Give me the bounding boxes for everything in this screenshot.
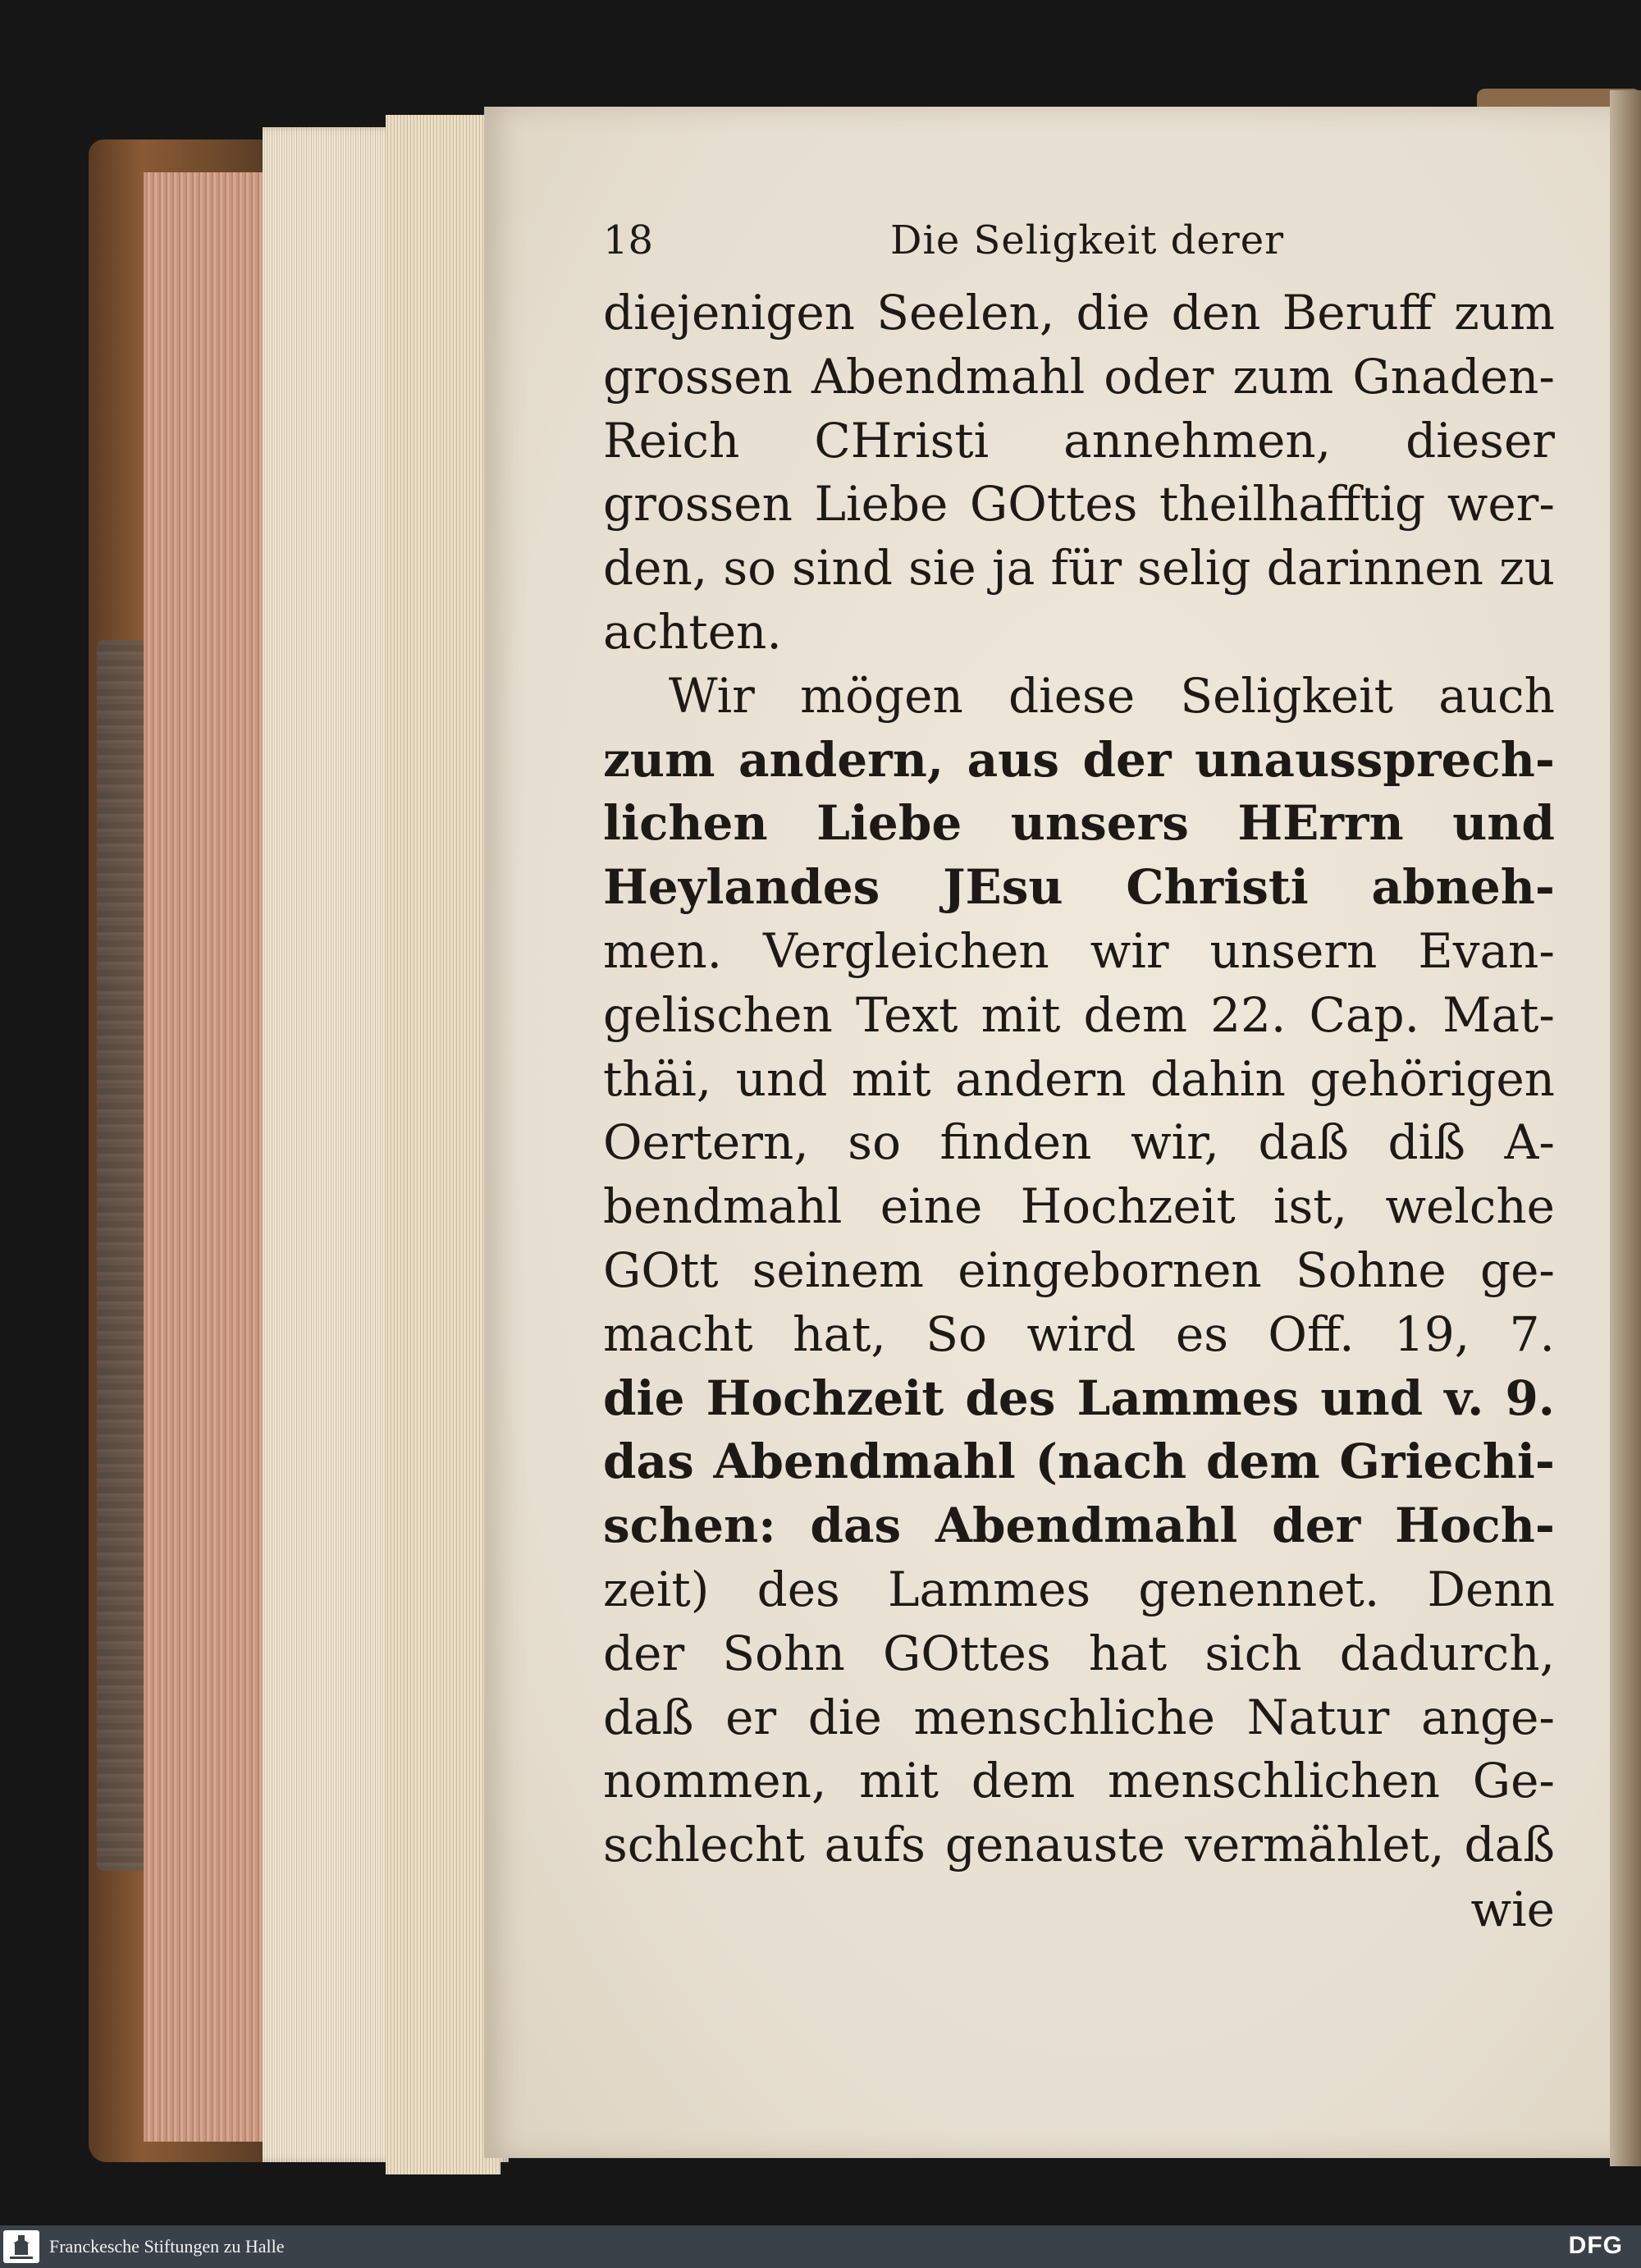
body-line: grossen Liebe GOttes theilhafftig wer- <box>603 476 1555 533</box>
body-line: nommen, mit dem menschlichen Ge- <box>603 1753 1555 1809</box>
body-line: zeit) des Lammes genennet. Denn <box>603 1561 1555 1617</box>
body-line: gelischen Text mit dem 22. Cap. Mat- <box>603 986 1555 1043</box>
foundation-logo-icon <box>3 2230 39 2263</box>
body-line: das Abendmahl (nach dem Griechi- <box>603 1434 1555 1490</box>
body-line: bendmahl eine Hochzeit ist, welche <box>603 1178 1555 1235</box>
body-line: zum andern, aus der unaussprech- <box>603 731 1555 788</box>
body-line: den, so sind sie ja für selig darinnen zu <box>603 540 1555 597</box>
body-line: grossen Abendmahl oder zum Gnaden- <box>603 348 1555 405</box>
page-block-edges-inner <box>386 115 501 2174</box>
body-line: schen: das Abendmahl der Hoch- <box>603 1498 1555 1554</box>
cover-marbling <box>97 640 146 1871</box>
body-line: Heylandes JEsu Christi abneh- <box>603 859 1555 916</box>
body-line: macht hat, So wird es Off. 19, 7. <box>603 1305 1555 1362</box>
page-text-block <box>603 217 1555 1941</box>
running-title: Die Seligkeit derer <box>890 217 1285 263</box>
body-line: achten. <box>603 603 782 660</box>
page-right-edge <box>1610 90 1641 2166</box>
footer-bar <box>0 2225 1641 2268</box>
body-line: die Hochzeit des Lammes und v. 9. <box>603 1369 1555 1426</box>
institution-name: Franckesche Stiftungen zu Halle <box>49 2236 285 2257</box>
body-line: thäi, und mit andern dahin gehörigen <box>603 1050 1555 1107</box>
body-line: schlecht aufs genauste vermählet, daß <box>603 1817 1555 1873</box>
body-line: Oertern, so finden wir, daß diß A- <box>603 1114 1555 1171</box>
body-line: GOtt seinem eingebornen Sohne ge- <box>603 1241 1555 1298</box>
body-line: men. Vergleichen wir unsern Evan- <box>603 922 1555 979</box>
body-line: der Sohn GOttes hat sich dadurch, <box>603 1625 1555 1681</box>
running-head <box>603 217 1555 281</box>
body-line: Wir mögen diese Seligkeit auch <box>669 667 1555 724</box>
catchword-row <box>603 1877 1555 1941</box>
body-line: Reich CHristi annehmen, dieser <box>603 412 1555 469</box>
catchword: wie <box>1470 1881 1555 1937</box>
body-line: diejenigen Seelen, die den Beruff zum <box>603 285 1555 341</box>
body-line: lichen Liebe unsers HErrn und <box>603 795 1555 852</box>
cover-board-edge <box>144 172 267 2142</box>
page-number: 18 <box>603 217 654 263</box>
dfg-logo: DFG <box>1568 2232 1623 2259</box>
body-line: daß er die menschliche Natur ange- <box>603 1689 1555 1745</box>
